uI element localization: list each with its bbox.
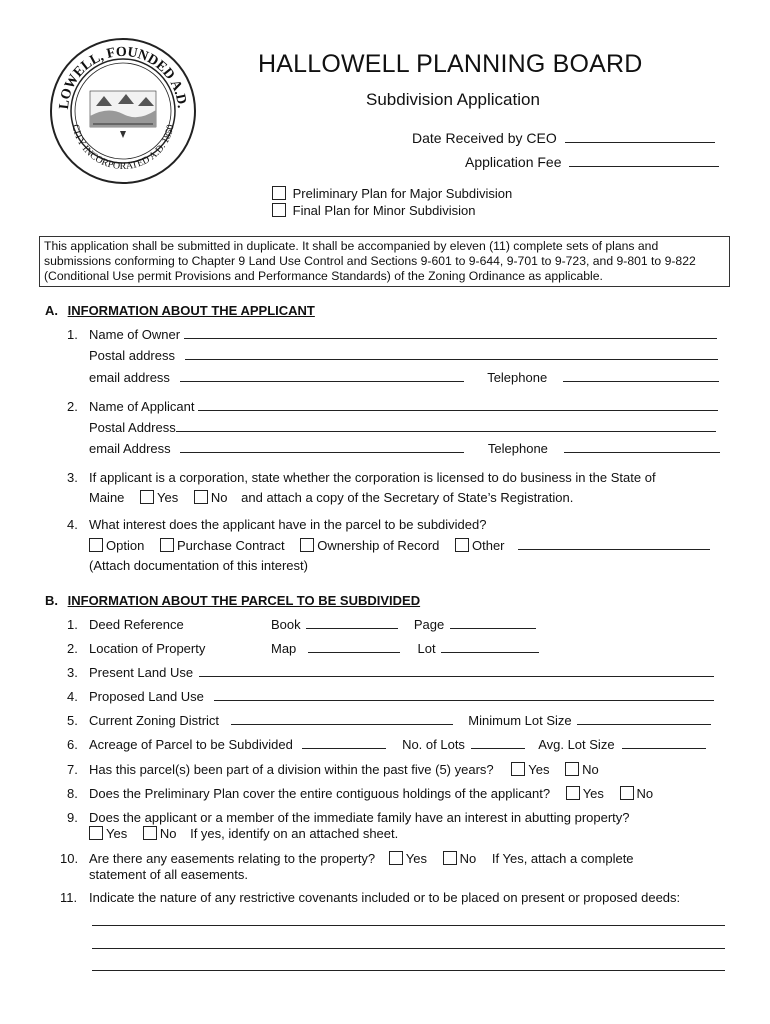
item-number: 2. (67, 399, 78, 414)
abutting-no-label: No (159, 826, 177, 841)
easements-no-label: No (459, 851, 477, 866)
prior-division-question: Has this parcel(s) been part of a division within the past five (5) years? (89, 762, 494, 777)
plan-preliminary-checkbox[interactable] (272, 186, 286, 200)
item-number: 6. (67, 737, 78, 752)
applicant-name-row (67, 399, 718, 414)
item-number: 1. (67, 617, 78, 632)
easements-question: Are there any easements relating to the property? (89, 851, 376, 866)
corporation-no-label: No (210, 490, 228, 505)
corporation-no-checkbox[interactable] (194, 490, 208, 504)
applicant-telephone-field[interactable] (564, 441, 720, 453)
plan-preliminary-row (272, 186, 512, 201)
svg-text:CITY INCORPORATED A.D. 1850: CITY INCORPORATED A.D. 1850 (69, 123, 177, 173)
deed-page-label: Page (413, 617, 445, 632)
deed-book-label: Book (271, 617, 301, 632)
minimum-lot-size-field[interactable] (577, 713, 711, 725)
proposed-land-use-row (67, 689, 714, 704)
date-received-label: Date Received by CEO (412, 130, 557, 146)
minimum-lot-size-label: Minimum Lot Size (468, 713, 572, 728)
applicant-name-label: Name of Applicant (89, 399, 195, 414)
deed-book-page (271, 617, 536, 632)
section-b-heading (45, 593, 420, 608)
interest-option-label: Option (106, 538, 145, 553)
corporation-answer-row (89, 490, 573, 505)
zoning-field[interactable] (231, 713, 453, 725)
contiguous-yes-checkbox[interactable] (566, 786, 580, 800)
interest-other-field[interactable] (518, 538, 710, 550)
item-number: 3. (67, 470, 78, 485)
owner-postal-label: Postal address (89, 348, 175, 363)
corporation-yes-label: Yes (157, 490, 179, 505)
item-number: 3. (67, 665, 78, 680)
owner-email-field[interactable] (180, 370, 464, 382)
covenants-question: Indicate the nature of any restrictive covenants included or to be placed on present or proposed deeds: (89, 890, 681, 905)
section-b-title: INFORMATION ABOUT THE PARCEL TO BE SUBDIVIDED (67, 593, 421, 608)
plan-final-label: Final Plan for Minor Subdivision (292, 203, 476, 218)
applicant-telephone-label: Telephone (487, 441, 548, 456)
corporation-question (67, 470, 656, 485)
present-land-use-label: Present Land Use (89, 665, 194, 680)
owner-email-label: email address (89, 370, 170, 385)
applicant-email-label: email Address (89, 441, 171, 456)
owner-telephone-label: Telephone (487, 370, 548, 385)
item-number: 8. (67, 786, 78, 801)
application-fee-label: Application Fee (465, 154, 562, 170)
deed-reference-row (67, 617, 184, 632)
section-a-title: INFORMATION ABOUT THE APPLICANT (67, 303, 315, 318)
section-a-letter: A. (45, 303, 58, 318)
owner-name-label: Name of Owner (89, 327, 181, 342)
easements-line2: statement of all easements. (89, 867, 248, 882)
proposed-land-use-label: Proposed Land Use (89, 689, 204, 704)
page-subtitle: Subdivision Application (366, 90, 540, 109)
submission-notice: This application shall be submitted in duplicate. It shall be accompanied by eleven (11) complete sets of plans and submissions conforming to Chapter 9 Land Use Control and Sections 9-601 to 9-644, 9-701 to 9-723, and 9-801 to 9-822 (Conditional Use permit Provisions and Performance Standards) of the Zoning Ordinance as applicable. (39, 236, 730, 287)
lot-field[interactable] (441, 641, 539, 653)
location-row (67, 641, 205, 656)
item-number: 1. (67, 327, 78, 342)
contiguous-no-checkbox[interactable] (620, 786, 634, 800)
covenants-row (60, 890, 680, 905)
easements-tail-text: If Yes, attach a complete (491, 851, 634, 866)
interest-ownership-checkbox[interactable] (300, 538, 314, 552)
deed-page-field[interactable] (450, 617, 536, 629)
contiguous-holdings-row (67, 786, 653, 801)
average-lot-size-label: Avg. Lot Size (538, 737, 615, 752)
prior-division-row (67, 762, 599, 777)
easements-yes-label: Yes (405, 851, 428, 866)
item-number: 5. (67, 713, 78, 728)
owner-postal-field[interactable] (185, 348, 718, 360)
maine-label: Maine (89, 490, 125, 505)
applicant-email-row (89, 441, 720, 456)
applicant-postal-label: Postal Address (89, 420, 176, 435)
map-label: Map (271, 641, 297, 656)
interest-options-row (89, 538, 710, 553)
proposed-land-use-field[interactable] (214, 689, 714, 701)
deed-book-field[interactable] (306, 617, 398, 629)
item-number: 2. (67, 641, 78, 656)
applicant-postal-field[interactable] (176, 420, 716, 432)
contiguous-no-label: No (636, 786, 654, 801)
owner-email-row (89, 370, 719, 385)
zoning-label: Current Zoning District (89, 713, 220, 728)
abutting-yes-label: Yes (106, 826, 128, 841)
page-title: HALLOWELL PLANNING BOARD (258, 50, 643, 78)
item-number: 11. (60, 890, 78, 905)
easements-yes-checkbox[interactable] (389, 851, 403, 865)
owner-telephone-field[interactable] (563, 370, 719, 382)
prior-division-yes-checkbox[interactable] (511, 762, 525, 776)
application-fee-row (465, 154, 719, 170)
contiguous-holdings-question: Does the Preliminary Plan cover the entire contiguous holdings of the applicant? (89, 786, 551, 801)
city-seal (48, 36, 198, 186)
prior-division-yes-label: Yes (528, 762, 550, 777)
section-b-letter: B. (45, 593, 58, 608)
present-land-use-row (67, 665, 714, 680)
interest-purchase-label: Purchase Contract (176, 538, 285, 553)
acreage-field[interactable] (302, 737, 386, 749)
covenants-line-1[interactable] (92, 914, 725, 926)
map-field[interactable] (308, 641, 400, 653)
plan-preliminary-label: Preliminary Plan for Major Subdivision (292, 186, 513, 201)
item-number: 7. (67, 762, 78, 777)
corporation-question-text: If applicant is a corporation, state whether the corporation is licensed to do business in the State of (89, 470, 656, 485)
owner-name-row (67, 327, 717, 342)
acreage-label: Acreage of Parcel to be Subdivided (89, 737, 293, 752)
owner-postal-row (89, 348, 718, 363)
interest-attach-note: (Attach documentation of this interest) (89, 558, 308, 573)
date-received-row (412, 130, 715, 146)
applicant-postal-row (89, 420, 716, 435)
interest-other-label: Other (471, 538, 505, 553)
interest-question-text: What interest does the applicant have in the parcel to be subdivided? (89, 517, 487, 532)
abutting-interest-question: Does the applicant or a member of the immediate family have an interest in abutting property? (89, 810, 630, 825)
applicant-name-field[interactable] (198, 399, 718, 411)
number-of-lots-field[interactable] (471, 737, 525, 749)
prior-division-no-label: No (582, 762, 599, 777)
application-fee-field[interactable] (569, 155, 719, 167)
abutting-interest-row (67, 810, 630, 825)
present-land-use-field[interactable] (199, 665, 714, 677)
deed-reference-label: Deed Reference (89, 617, 184, 632)
abutting-yes-checkbox[interactable] (89, 826, 103, 840)
abutting-answer-row (89, 826, 398, 841)
interest-other-checkbox[interactable] (455, 538, 469, 552)
corporation-attach-text: and attach a copy of the Secretary of State’s Registration. (241, 490, 574, 505)
date-received-field[interactable] (565, 131, 715, 143)
lot-label: Lot (417, 641, 436, 656)
location-map-lot (271, 641, 539, 656)
item-number: 10. (60, 851, 79, 866)
average-lot-size-field[interactable] (622, 737, 706, 749)
interest-option-checkbox[interactable] (89, 538, 103, 552)
acreage-row (67, 737, 706, 752)
prior-division-no-checkbox[interactable] (565, 762, 579, 776)
applicant-email-field[interactable] (180, 441, 464, 453)
corporation-yes-checkbox[interactable] (140, 490, 154, 504)
abutting-no-checkbox[interactable] (143, 826, 157, 840)
plan-final-checkbox[interactable] (272, 203, 286, 217)
plan-final-row (272, 203, 475, 218)
item-number: 9. (67, 810, 78, 825)
interest-purchase-checkbox[interactable] (160, 538, 174, 552)
item-number: 4. (67, 517, 78, 532)
easements-no-checkbox[interactable] (443, 851, 457, 865)
owner-name-field[interactable] (184, 327, 717, 339)
covenants-line-2[interactable] (92, 937, 725, 949)
abutting-tail-text: If yes, identify on an attached sheet. (190, 826, 399, 841)
contiguous-yes-label: Yes (582, 786, 604, 801)
easements-row (60, 851, 634, 866)
item-number: 4. (67, 689, 78, 704)
section-a-heading (45, 303, 315, 318)
interest-question (67, 517, 486, 532)
svg-text:HALLOWELL, FOUNDED A.D. 1771: LOWELL, FOUNDED A.D. (56, 44, 189, 111)
location-label: Location of Property (89, 641, 206, 656)
zoning-row (67, 713, 711, 728)
number-of-lots-label: No. of Lots (402, 737, 465, 752)
interest-ownership-label: Ownership of Record (317, 538, 440, 553)
covenants-line-3[interactable] (92, 959, 725, 971)
